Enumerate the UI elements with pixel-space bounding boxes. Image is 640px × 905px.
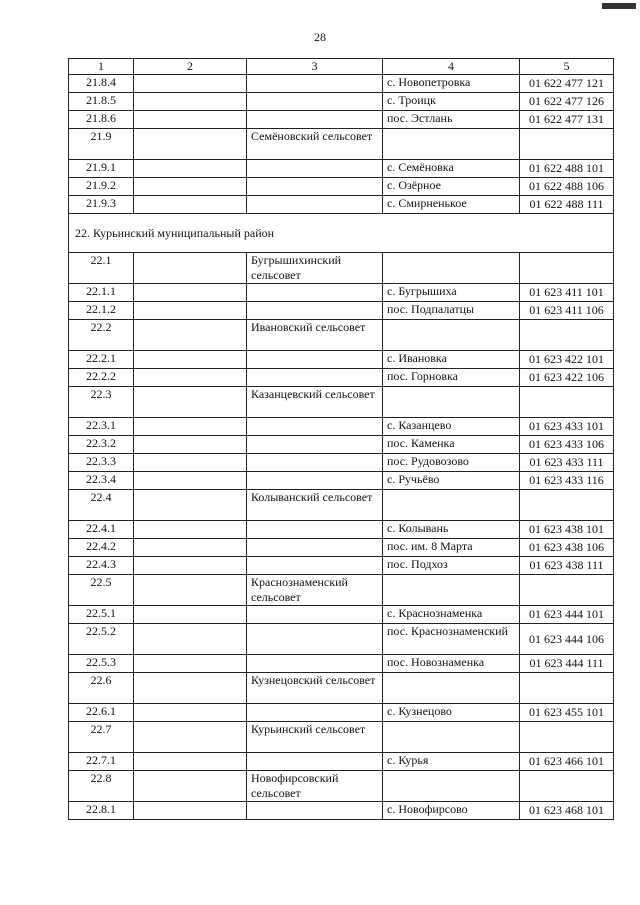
table-header-row [69, 59, 614, 75]
table-body [69, 75, 614, 820]
cell-code: 22.4.2 [69, 539, 134, 557]
cell-empty [134, 129, 247, 160]
cell-settlement: пос. Эстлань [383, 111, 520, 129]
cell-settlement [383, 320, 520, 351]
cell-municipality [247, 196, 383, 214]
cell-empty [134, 160, 247, 178]
cell-settlement: с. Казанцево [383, 418, 520, 436]
header-col-2: 2 [134, 59, 247, 75]
cell-municipality [247, 521, 383, 539]
table-row [69, 771, 614, 802]
cell-empty [134, 436, 247, 454]
cell-code: 22.7 [69, 722, 134, 753]
cell-okato-code [520, 575, 614, 606]
cell-settlement: пос. Каменка [383, 436, 520, 454]
table-row [69, 178, 614, 196]
cell-empty [134, 557, 247, 575]
cell-municipality [247, 160, 383, 178]
cell-code: 21.9.2 [69, 178, 134, 196]
cell-okato-code: 01 623 438 106 [520, 539, 614, 557]
cell-okato-code: 01 623 433 116 [520, 472, 614, 490]
cell-okato-code [520, 771, 614, 802]
cell-municipality [247, 655, 383, 673]
cell-code: 22.5.3 [69, 655, 134, 673]
cell-empty [134, 196, 247, 214]
header-col-3: 3 [247, 59, 383, 75]
cell-settlement [383, 673, 520, 704]
cell-settlement: с. Ручьёво [383, 472, 520, 490]
cell-empty [134, 521, 247, 539]
cell-okato-code: 01 623 468 101 [520, 802, 614, 820]
cell-okato-code: 01 623 444 111 [520, 655, 614, 673]
cell-empty [134, 539, 247, 557]
cell-settlement: с. Ивановка [383, 351, 520, 369]
table-row [69, 557, 614, 575]
cell-municipality [247, 93, 383, 111]
table-row [69, 722, 614, 753]
table-row [69, 351, 614, 369]
cell-code: 22.3.2 [69, 436, 134, 454]
cell-settlement: с. Семёновка [383, 160, 520, 178]
cell-municipality: Новофирсовский сельсовет [247, 771, 383, 802]
cell-empty [134, 472, 247, 490]
cell-empty [134, 111, 247, 129]
table-row [69, 753, 614, 771]
cell-empty [134, 302, 247, 320]
table-row [69, 75, 614, 93]
cell-empty [134, 178, 247, 196]
cell-empty [134, 575, 247, 606]
cell-okato-code: 01 623 433 106 [520, 436, 614, 454]
cell-okato-code: 01 623 422 101 [520, 351, 614, 369]
cell-settlement [383, 722, 520, 753]
cell-code: 22.1.2 [69, 302, 134, 320]
cell-empty [134, 771, 247, 802]
cell-okato-code: 01 622 477 126 [520, 93, 614, 111]
cell-settlement: с. Новофирсово [383, 802, 520, 820]
cell-code: 21.8.4 [69, 75, 134, 93]
cell-empty [134, 722, 247, 753]
cell-settlement: с. Бугрышиха [383, 284, 520, 302]
table-row [69, 490, 614, 521]
cell-settlement: с. Колывань [383, 521, 520, 539]
cell-municipality: Бугрышихинский сельсовет [247, 253, 383, 284]
cell-code: 22.3.3 [69, 454, 134, 472]
cell-settlement: пос. Подпалатцы [383, 302, 520, 320]
table-row [69, 673, 614, 704]
table-row [69, 454, 614, 472]
table-row [69, 387, 614, 418]
cell-code: 21.8.6 [69, 111, 134, 129]
cell-code: 22.6 [69, 673, 134, 704]
table-row [69, 472, 614, 490]
cell-settlement: пос. Горновка [383, 369, 520, 387]
cell-empty [134, 320, 247, 351]
cell-empty [134, 490, 247, 521]
cell-municipality: Курьинский сельсовет [247, 722, 383, 753]
cell-municipality: Кузнецовский сельсовет [247, 673, 383, 704]
table-row [69, 253, 614, 284]
cell-settlement: с. Новопетровка [383, 75, 520, 93]
cell-okato-code [520, 387, 614, 418]
cell-settlement [383, 771, 520, 802]
cell-okato-code: 01 623 444 101 [520, 606, 614, 624]
cell-settlement: пос. Рудовозово [383, 454, 520, 472]
cell-code: 22.4.1 [69, 521, 134, 539]
cell-municipality: Семёновский сельсовет [247, 129, 383, 160]
cell-okato-code: 01 623 411 106 [520, 302, 614, 320]
cell-settlement [383, 575, 520, 606]
table-row [69, 320, 614, 351]
cell-municipality [247, 111, 383, 129]
header-col-5: 5 [520, 59, 614, 75]
table-row [69, 129, 614, 160]
cell-municipality [247, 369, 383, 387]
table-row [69, 436, 614, 454]
cell-okato-code [520, 320, 614, 351]
settlements-table [68, 58, 614, 820]
cell-empty [134, 673, 247, 704]
cell-code: 21.9.3 [69, 196, 134, 214]
cell-empty [134, 454, 247, 472]
cell-empty [134, 75, 247, 93]
cell-municipality [247, 351, 383, 369]
cell-okato-code: 01 623 455 101 [520, 704, 614, 722]
section-title: 22. Курьинский муниципальный район [69, 214, 614, 253]
cell-code: 22.1.1 [69, 284, 134, 302]
table-row [69, 160, 614, 178]
cell-code: 22.4 [69, 490, 134, 521]
cell-municipality [247, 753, 383, 771]
cell-settlement [383, 490, 520, 521]
cell-municipality [247, 472, 383, 490]
table-row [69, 196, 614, 214]
cell-okato-code: 01 622 488 101 [520, 160, 614, 178]
cell-okato-code: 01 622 488 106 [520, 178, 614, 196]
header-col-4: 4 [383, 59, 520, 75]
cell-okato-code: 01 623 466 101 [520, 753, 614, 771]
cell-municipality [247, 178, 383, 196]
cell-okato-code: 01 623 433 111 [520, 454, 614, 472]
cell-empty [134, 93, 247, 111]
cell-okato-code: 01 623 433 101 [520, 418, 614, 436]
cell-okato-code [520, 673, 614, 704]
cell-code: 22.4.3 [69, 557, 134, 575]
table-row [69, 575, 614, 606]
cell-okato-code: 01 623 411 101 [520, 284, 614, 302]
cell-code: 21.9.1 [69, 160, 134, 178]
cell-okato-code [520, 722, 614, 753]
cell-empty [134, 624, 247, 655]
cell-okato-code [520, 490, 614, 521]
cell-code: 22.7.1 [69, 753, 134, 771]
cell-municipality: Краснознаменский сельсовет [247, 575, 383, 606]
table-row [69, 111, 614, 129]
cell-okato-code: 01 623 438 111 [520, 557, 614, 575]
cell-okato-code: 01 622 477 121 [520, 75, 614, 93]
cell-municipality [247, 606, 383, 624]
cell-empty [134, 369, 247, 387]
cell-settlement: пос. Подхоз [383, 557, 520, 575]
header-col-1: 1 [69, 59, 134, 75]
table-row [69, 302, 614, 320]
table-row [69, 418, 614, 436]
cell-code: 22.1 [69, 253, 134, 284]
cell-settlement [383, 129, 520, 160]
cell-okato-code [520, 253, 614, 284]
cell-code: 22.3 [69, 387, 134, 418]
cell-code: 22.3.4 [69, 472, 134, 490]
cell-municipality [247, 624, 383, 655]
cell-municipality [247, 75, 383, 93]
cell-empty [134, 753, 247, 771]
table-row [69, 704, 614, 722]
cell-code: 22.6.1 [69, 704, 134, 722]
cell-municipality: Казанцевский сельсовет [247, 387, 383, 418]
cell-empty [134, 704, 247, 722]
table-row [69, 802, 614, 820]
cell-okato-code: 01 622 477 131 [520, 111, 614, 129]
cell-empty [134, 351, 247, 369]
cell-settlement: с. Курья [383, 753, 520, 771]
cell-settlement: пос. им. 8 Марта [383, 539, 520, 557]
cell-okato-code: 01 623 444 106 [520, 624, 614, 655]
cell-okato-code: 01 623 438 101 [520, 521, 614, 539]
table-row [69, 624, 614, 655]
section-row [69, 214, 614, 253]
cell-municipality [247, 454, 383, 472]
cell-okato-code: 01 623 422 106 [520, 369, 614, 387]
cell-code: 22.2.1 [69, 351, 134, 369]
cell-code: 22.5 [69, 575, 134, 606]
cell-settlement: с. Краснознаменка [383, 606, 520, 624]
cell-municipality: Колыванский сельсовет [247, 490, 383, 521]
cell-municipality [247, 418, 383, 436]
cell-settlement: пос. Краснознаменский [383, 624, 520, 655]
cell-settlement: с. Троицк [383, 93, 520, 111]
cell-municipality [247, 802, 383, 820]
table-row [69, 521, 614, 539]
cell-municipality [247, 302, 383, 320]
cell-code: 22.2.2 [69, 369, 134, 387]
scan-corner-mark [602, 3, 636, 9]
cell-code: 22.5.2 [69, 624, 134, 655]
cell-empty [134, 284, 247, 302]
cell-code: 22.8.1 [69, 802, 134, 820]
cell-code: 21.9 [69, 129, 134, 160]
page-number: 28 [314, 30, 326, 44]
cell-municipality [247, 284, 383, 302]
cell-municipality: Ивановский сельсовет [247, 320, 383, 351]
cell-empty [134, 253, 247, 284]
cell-code: 22.2 [69, 320, 134, 351]
cell-municipality [247, 539, 383, 557]
cell-settlement: с. Кузнецово [383, 704, 520, 722]
table-row [69, 284, 614, 302]
cell-municipality [247, 704, 383, 722]
cell-empty [134, 655, 247, 673]
table-row [69, 369, 614, 387]
cell-code: 22.5.1 [69, 606, 134, 624]
cell-settlement: пос. Новознаменка [383, 655, 520, 673]
cell-municipality [247, 557, 383, 575]
table-row [69, 93, 614, 111]
cell-settlement: с. Озёрное [383, 178, 520, 196]
cell-code: 22.3.1 [69, 418, 134, 436]
table-row [69, 539, 614, 557]
cell-municipality [247, 436, 383, 454]
cell-empty [134, 418, 247, 436]
cell-code: 21.8.5 [69, 93, 134, 111]
cell-settlement: с. Смирненькое [383, 196, 520, 214]
cell-code: 22.8 [69, 771, 134, 802]
cell-empty [134, 606, 247, 624]
cell-okato-code [520, 129, 614, 160]
table-row [69, 606, 614, 624]
table-row [69, 655, 614, 673]
cell-settlement [383, 253, 520, 284]
cell-okato-code: 01 622 488 111 [520, 196, 614, 214]
cell-settlement [383, 387, 520, 418]
cell-empty [134, 387, 247, 418]
cell-empty [134, 802, 247, 820]
